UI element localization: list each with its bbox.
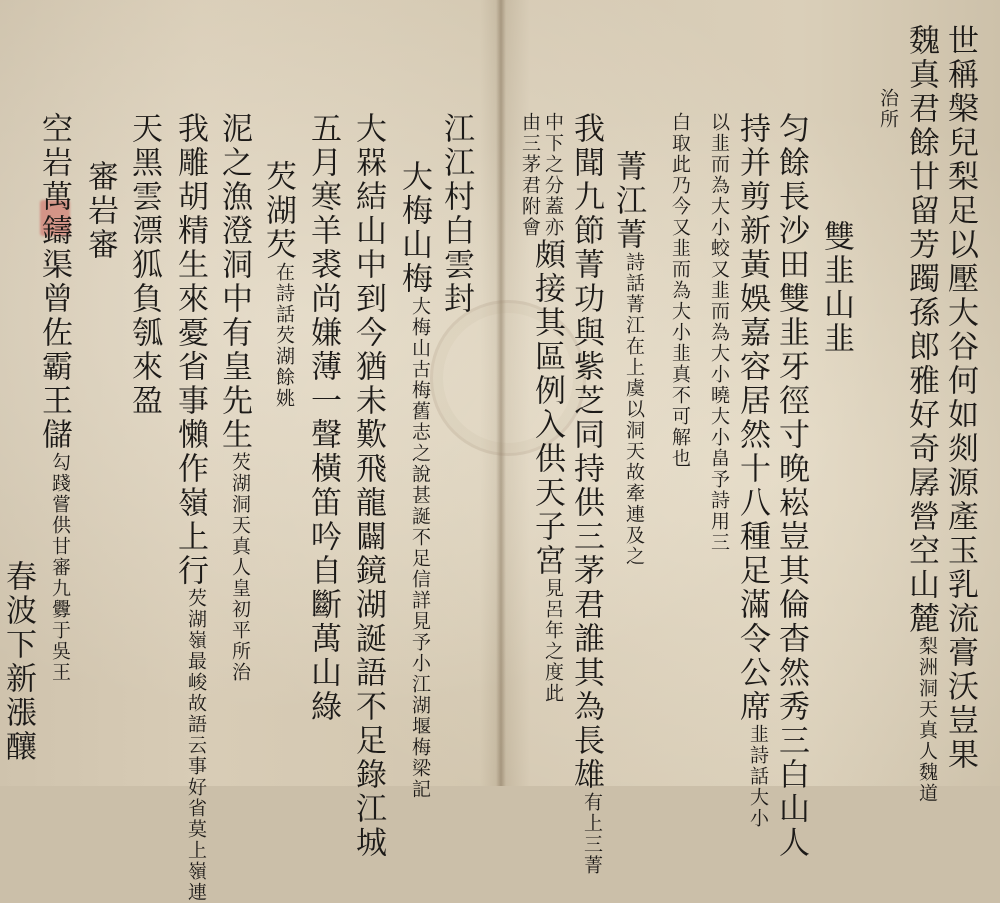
column-14 [396,160,432,800]
column-17 [260,160,296,409]
column-10 [568,112,604,876]
column-text: 空岩萬鑄渠曾佐霸王儲 [36,112,72,452]
column-9-heading [610,150,646,567]
column-7 [697,112,728,553]
column-3 [866,88,897,130]
annotation: 大梅山古梅舊志之說甚誕不足信詳見予小江湖堰梅梁記 [409,296,431,800]
annotation: 以韭而為大小蛟又韭而為大小曉大小畠予詩用三 [708,112,730,553]
column-text: 春波下新漲釀 [0,560,36,764]
annotation: 中下之分蓋亦 [542,112,564,238]
annotation: 芡湖洞天真人皇初平所治 [229,452,251,683]
annotation: 在詩話芡湖餘姚 [273,262,295,409]
column-text: 世稱槃兒梨足以壓大谷何如剡源產玉乳流膏沃豈果 [942,24,978,772]
column-4-heading [818,220,854,356]
column-text: 五月寒羊裘尚嫌薄一聲橫笛吟自斷萬山綠 [305,112,341,724]
annotation: 勾踐嘗供甘審九釁于吳王 [49,452,71,683]
column-6 [734,112,770,829]
column-text: 我雕胡精生來憂省事懶作嶺上行 [172,112,208,588]
column-text: 大槑結山中到今猶未歎飛龍闢鏡湖誕語不足錄江城 [350,112,386,860]
column-text: 頗接其區例入供天子宮 [529,238,565,578]
annotation: 白取此乃今又韭而為大小韭真不可解也 [669,112,691,469]
column-8 [658,112,689,469]
annotation: 詩話菁江在上虞以洞天故牽連及之 [623,252,645,567]
column-text: 持并剪新黃娛嘉容居然十八種足滿令公席 [734,112,770,724]
column-text: 匀餘長沙田雙韭牙徑寸晚崧豈其倫杳然秀三白山人 [773,112,809,860]
column-16 [305,112,341,724]
column-20 [126,112,162,418]
column-15 [350,112,386,860]
section-heading: 大梅山梅 [396,160,432,296]
annotation: 有上三菁 [581,792,603,876]
section-heading: 審岩審 [82,160,118,262]
column-13-heading [438,112,474,316]
column-23 [0,560,36,764]
column-22 [36,112,72,683]
column-21-heading [82,160,118,262]
column-text: 魏真君餘廿留芳躅孫郎雅好奇孱營空山麓 [903,24,939,636]
annotation: 韭詩話大小 [747,724,769,829]
section-heading: 菁江菁 [610,150,646,252]
column-1 [942,24,978,772]
column-2 [903,24,939,804]
section-heading: 芡湖芡 [260,160,296,262]
section-heading: 雙韭山韭 [818,220,854,356]
column-text: 泥之漁澄洞中有皇先生 [216,112,252,452]
column-5 [773,112,809,860]
annotation: 治所 [877,88,899,130]
annotation: 芡湖嶺最峻故語云事好省莫上嶺連 [185,588,207,903]
annotation: 由三茅君附會 [519,112,541,238]
column-text: 我聞九節菁功與紫芝同持供三茅君誰其為長雄 [568,112,604,792]
column-18 [216,112,252,683]
annotation: 梨洲洞天真人魏道 [916,636,938,804]
column-text: 天黑雲漂狐負瓠來盈 [126,112,162,418]
column-19 [172,112,208,903]
section-heading: 江江村白雲封 [438,112,474,316]
annotation: 見呂年之度此 [542,578,564,704]
column-12 [508,112,539,238]
